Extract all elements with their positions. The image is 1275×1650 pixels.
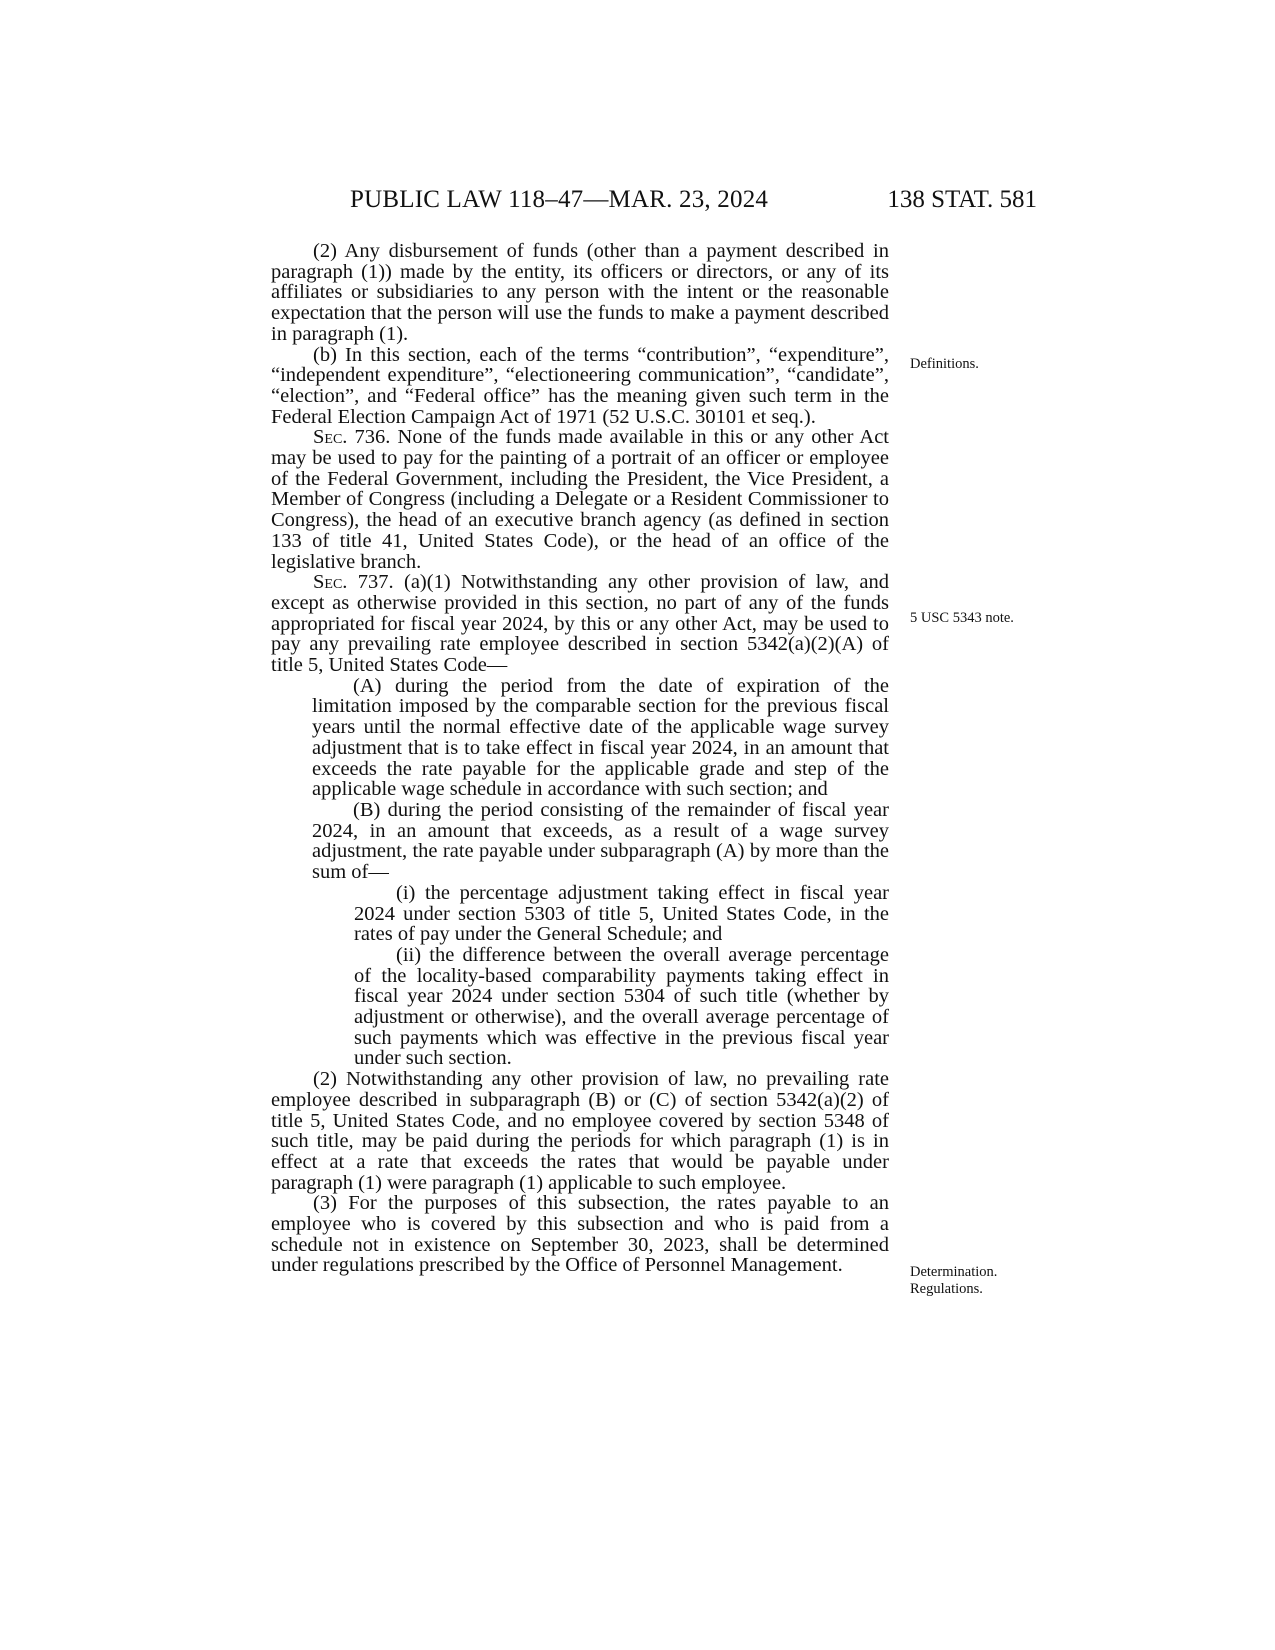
paragraph-a3: (3) For the purposes of this subsection, the rates payable to an employee who is covered by this subsection and who is paid from a schedule not in existence on September 30, 2023, shall be determined under regulations prescribed by the Office of Personnel Management. [271, 1192, 889, 1277]
section-737-label: Sec. 737. [313, 571, 394, 594]
section-737 [271, 572, 889, 676]
subparagraph-a: (A) during the period from the date of expiration of the limitation imposed by the comparable section for the previous fiscal years until the normal effective date of the applicable wage survey adjustment that is to take effect in fiscal year 2024, in an amount that exceeds the rate payable for the applicable grade and step of the applicable wage schedule in accordance with such section; and [312, 674, 889, 801]
running-header-title: PUBLIC LAW 118–47—MAR. 23, 2024 [350, 186, 769, 213]
clause-i: (i) the percentage adjustment taking effect in fiscal year 2024 under section 5303 of title 5, United States Code, in the rates of pay under the General Schedule; and [354, 881, 889, 946]
margin-note-definitions: Definitions. [910, 356, 979, 372]
paragraph-2: (2) Any disbursement of funds (other than a payment described in paragraph (1)) made by the entity, its officers or directors, or any of its affiliates or subsidiaries to any person with the intent or the reasonable expectation that the person will use the funds to make a payment described in paragraph (1). [271, 240, 889, 345]
section-736-label: Sec. 736. [313, 426, 391, 449]
margin-note-regulations: Regulations. [910, 1281, 983, 1297]
paragraph-b-definitions: (b) In this section, each of the terms “contribution”, “expenditure”, “independent expenditure”, “electioneering communication”, “candidate”, “election”, and “Federal office” has the meaning given such term in the Federal Election Campaign Act of 1971 (52 U.S.C. 30101 et seq.). [271, 343, 889, 428]
page-number: 138 STAT. 581 [887, 186, 1037, 213]
margin-note-determination: Determination. [910, 1264, 998, 1280]
section-736-text: None of the funds made available in this or any other Act may be used to pay for the painting of a portrait of an officer or employee of the Federal Government, including the President, the Vice President, a Member of Congress (including a Delegate or a Resident Commissioner to Congress), the head of an executive branch agency (as defined in section 133 of title 41, United States Code), or the head of an office of the legislative branch. [271, 426, 889, 573]
paragraph-a2: (2) Notwithstanding any other provision of law, no prevailing rate employee described in subparagraph (B) or (C) of section 5342(a)(2) of title 5, United States Code, and no employee covered by section 5348 of such title, may be paid during the periods for which paragraph (1) is in effect at a rate that exceeds the rates that would be payable under paragraph (1) were paragraph (1) applicable to such employee. [271, 1068, 889, 1194]
section-737-text: (a)(1) Notwithstanding any other provision of law, and except as otherwise provided in this section, no part of any of the funds appropriated for fiscal year 2024, by this or any other Act, may be used to pay any prevailing rate employee described in section 5342(a)(2)(A) of title 5, United States Code— [271, 571, 889, 677]
clause-ii: (ii) the difference between the overall average percentage of the locality-based comparability payments taking effect in fiscal year 2024 under section 5304 of such title (whether by adjustment or otherwise), and the overall average percentage of such payments which was effective in the previous fiscal year under such section. [354, 943, 889, 1070]
statute-body [271, 241, 889, 1276]
margin-note-usc: 5 USC 5343 note. [910, 610, 1014, 626]
section-736 [271, 427, 889, 572]
subparagraph-b: (B) during the period consisting of the remainder of fiscal year 2024, in an amount that exceeds, as a result of a wage survey adjustment, the rate payable under subparagraph (A) by more than the sum of— [312, 798, 889, 884]
